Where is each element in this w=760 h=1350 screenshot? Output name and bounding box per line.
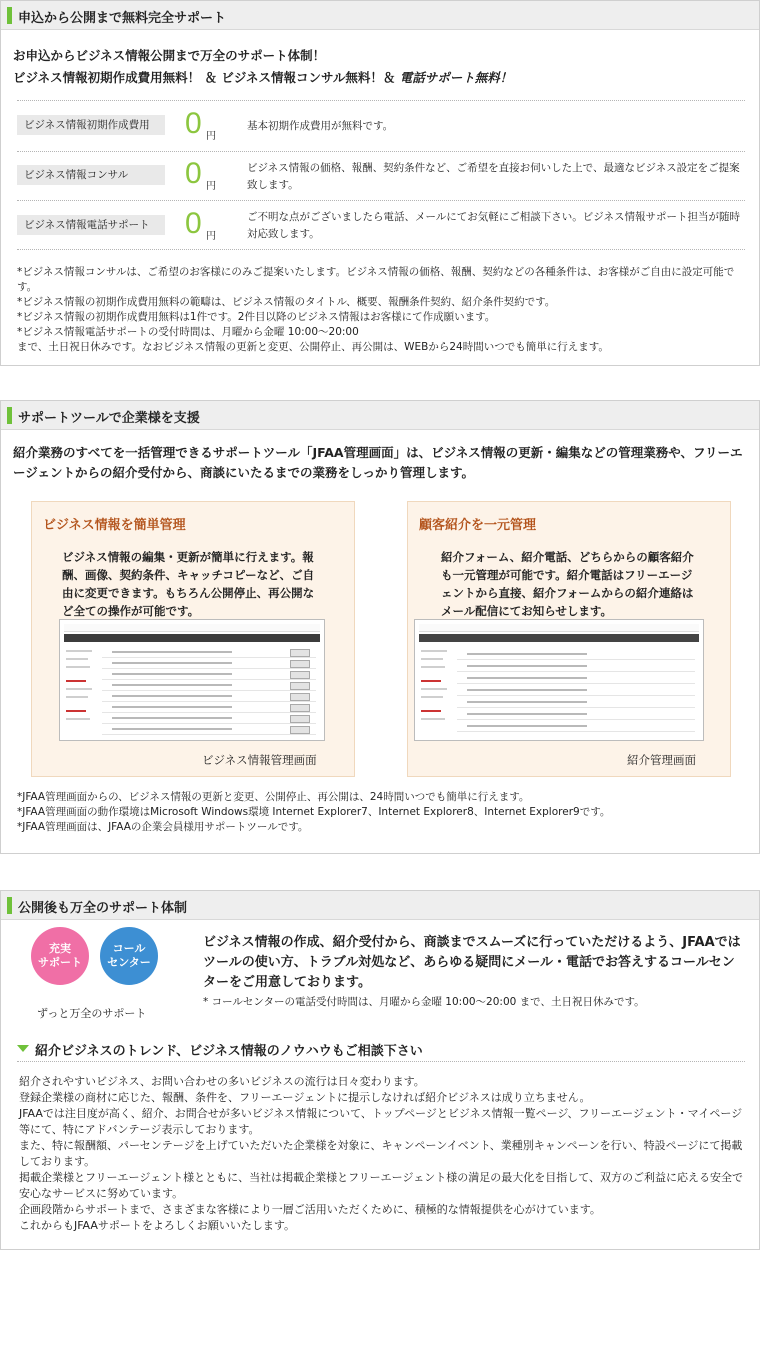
referral-screenshot-thumbnail: [414, 619, 704, 741]
thumb-row: [102, 703, 316, 713]
triangle-bullet-icon: [17, 1045, 29, 1052]
thumb-row: [457, 674, 695, 684]
paragraph: 掲載企業様とフリーエージェント様とともに、当社は掲載企業様とフリーエージェント様の満足の最大化を目指して、双方のご利益に応える安全で安心なサービスに努めています。: [19, 1171, 744, 1200]
notes: [17, 265, 745, 355]
fee-unit: 円: [206, 131, 216, 142]
fee-desc: ビジネス情報の価格、報酬、契約条件など、ご希望を直接お伺いした上で、最適なビジネス設定をご提案致します。: [247, 162, 740, 191]
post-publication-support-section: [0, 890, 760, 1250]
note-item: まで、土日祝日休みです。なおビジネス情報の更新と変更、公開停止、再公開は、WEBから24時間いつでも簡単に行えます。: [17, 341, 609, 353]
note-item: *ビジネス情報電話サポートの受付時間は、月曜から金曜 10:00～20:00: [17, 326, 359, 338]
section-header: [1, 401, 759, 430]
thumb-row: [102, 659, 316, 669]
fee-label-consult: ビジネス情報コンサル: [17, 165, 165, 185]
thumb-row: [102, 692, 316, 702]
divider: [17, 200, 745, 201]
thumb-row: [102, 725, 316, 735]
fee-label-phone: ビジネス情報電話サポート: [17, 215, 165, 235]
fee-unit: 円: [206, 231, 216, 242]
lead-line-2: [13, 67, 753, 89]
thumb-row: [102, 681, 316, 691]
thumb-navbar: [64, 634, 320, 642]
fee-desc: ご不明な点がございましたら電話、メールにてお気軽にご相談下さい。ビジネス情報サポート担当が随時対応致します。: [247, 211, 740, 240]
paragraph: 紹介されやすいビジネス、お問い合わせの多いビジネスの流行は日々変わります。: [19, 1075, 425, 1088]
section-header: [1, 891, 759, 920]
thumb-row: [457, 710, 695, 720]
note-item: *JFAA管理画面の動作環境はMicrosoft Windows環境 Internet Explorer7、Internet Explorer8、Internet Explorer9です。: [17, 806, 611, 818]
full-support-circle: [31, 927, 89, 985]
feature-box-referral: [407, 501, 731, 777]
thumb-row: [102, 714, 316, 724]
circle-label: コール センター: [107, 942, 151, 969]
thumb-row: [457, 698, 695, 708]
feature-text: 紹介フォーム、紹介電話、どちらからの顧客紹介も一元管理が可能です。紹介電話はフリーエージェントから直接、紹介フォームからの紹介連絡はメール配信にてお知らせします。: [441, 550, 694, 618]
divider: [17, 100, 745, 101]
notes: [17, 790, 753, 835]
intro-text: 紹介業務のすべてを一括管理できるサポートツール「JFAA管理画面」は、ビジネス情報の更新・編集などの管理業務や、フリーエージェントからの紹介受付から、商談にいたるまでの業務をしっかり管理します。: [13, 445, 743, 480]
admin-screenshot-thumbnail: [59, 619, 325, 741]
section-title: サポートツールで企業様を支援: [18, 411, 200, 426]
circle-label: 充実 サポート: [38, 942, 82, 969]
paragraph: また、特に報酬額、パーセンテージを上げていただいた企業様を対象に、キャンペーンイベント、業種別キャンペーンを行い、特設ページにて掲載しております。: [19, 1139, 743, 1168]
divider: [17, 1061, 745, 1062]
lead-line-2b: 電話サポート無料！: [399, 70, 513, 85]
paragraph: これからもJFAAサポートをよろしくお願いいたします。: [19, 1219, 296, 1232]
feature-text: ビジネス情報の編集・更新が簡単に行えます。報酬、画像、契約条件、キャッチコピーなど、ご自由に変更できます。もちろん公開停止、再公開など全ての操作が可能です。: [62, 550, 315, 618]
thumb-row: [457, 650, 695, 660]
lead-line-1: お申込からビジネス情報公開まで万全のサポート体制！: [13, 48, 326, 63]
circle-caption: ずっと万全のサポート: [37, 1007, 147, 1020]
thumb-row: [102, 648, 316, 658]
header-accent-bar: [7, 407, 12, 424]
note-item: *JFAA管理画面は、JFAAの企業会員様用サポートツールです。: [17, 821, 309, 833]
screenshot-caption: 紹介管理画面: [627, 753, 696, 767]
feature-title: 顧客紹介を一元管理: [419, 518, 537, 533]
fee-label-initial: ビジネス情報初期作成費用: [17, 115, 165, 135]
free-support-section: [0, 0, 760, 366]
note-item: *ビジネス情報の初期作成費用無料は1件です。2件目以降のビジネス情報はお客様にて作成願います。: [17, 311, 496, 323]
thumb-row: [102, 670, 316, 680]
fee-amount: 0: [185, 207, 202, 240]
body-text: [19, 1074, 745, 1234]
fee-amount: 0: [185, 157, 202, 190]
feature-box-business-info: [31, 501, 355, 777]
thumb-topbar: [419, 624, 699, 632]
support-tool-section: [0, 400, 760, 854]
feature-title: ビジネス情報を簡単管理: [43, 518, 186, 533]
lead-line-2a: ビジネス情報初期作成費用無料！ ＆ ビジネス情報コンサル無料！＆: [13, 70, 400, 85]
paragraph: JFAAでは注目度が高く、紹介、お問合せが多いビジネス情報について、トップページとビジネス情報一覧ページ、フリーエージェント・マイページ等にて、特にアドバンテージ表示しております。: [19, 1107, 743, 1136]
thumb-row: [457, 662, 695, 672]
header-accent-bar: [7, 897, 12, 914]
note-item: *ビジネス情報コンサルは、ご希望のお客様にのみご提案いたします。ビジネス情報の価格、報酬、契約などの各種条件は、お客様がご自由に設定可能です。: [17, 266, 735, 293]
lead-text: [13, 45, 753, 89]
divider: [17, 151, 745, 152]
fee-unit: 円: [206, 181, 216, 192]
section-title: 公開後も万全のサポート体制: [18, 901, 188, 916]
thumb-row: [457, 686, 695, 696]
subheading: 紹介ビジネスのトレンド、ビジネス情報のノウハウもご相談下さい: [35, 1044, 423, 1059]
lead-note: * コールセンターの電話受付時間は、月曜から金曜 10:00～20:00 まで、土日祝日休みです。: [203, 996, 645, 1008]
note-item: *ビジネス情報の初期作成費用無料の範疇は、ビジネス情報のタイトル、概要、報酬条件契約、紹介条件契約です。: [17, 296, 556, 308]
lead-text: ビジネス情報の作成、紹介受付から、商談までスムーズに行っていただけるよう、JFAAではツールの使い方、トラブル対処など、あらゆる疑問にメール・電話でお答えするコールセンターをご用意しております。: [203, 935, 741, 990]
section-header: [1, 1, 759, 30]
note-item: *JFAA管理画面からの、ビジネス情報の更新と変更、公開停止、再公開は、24時間いつでも簡単に行えます。: [17, 791, 530, 803]
divider: [17, 249, 745, 250]
header-accent-bar: [7, 7, 12, 24]
screenshot-caption: ビジネス情報管理画面: [202, 753, 317, 767]
paragraph: 登録企業様の商材に応じた、報酬、条件を、フリーエージェントに提示しなければ紹介ビジネスは成り立ちません。: [19, 1091, 591, 1104]
fee-amount: 0: [185, 107, 202, 140]
section-title: 申込から公開まで無料完全サポート: [18, 11, 227, 26]
fee-desc: 基本初期作成費用が無料です。: [247, 120, 394, 132]
thumb-sidebar: [66, 650, 96, 734]
thumb-sidebar: [421, 650, 451, 734]
paragraph: 企画段階からサポートまで、さまざまな客様により一層ご活用いただくために、積極的な情報提供を心がけています。: [19, 1203, 601, 1216]
thumb-navbar: [419, 634, 699, 642]
thumb-row: [457, 722, 695, 732]
thumb-topbar: [64, 624, 320, 632]
call-center-circle: [100, 927, 158, 985]
